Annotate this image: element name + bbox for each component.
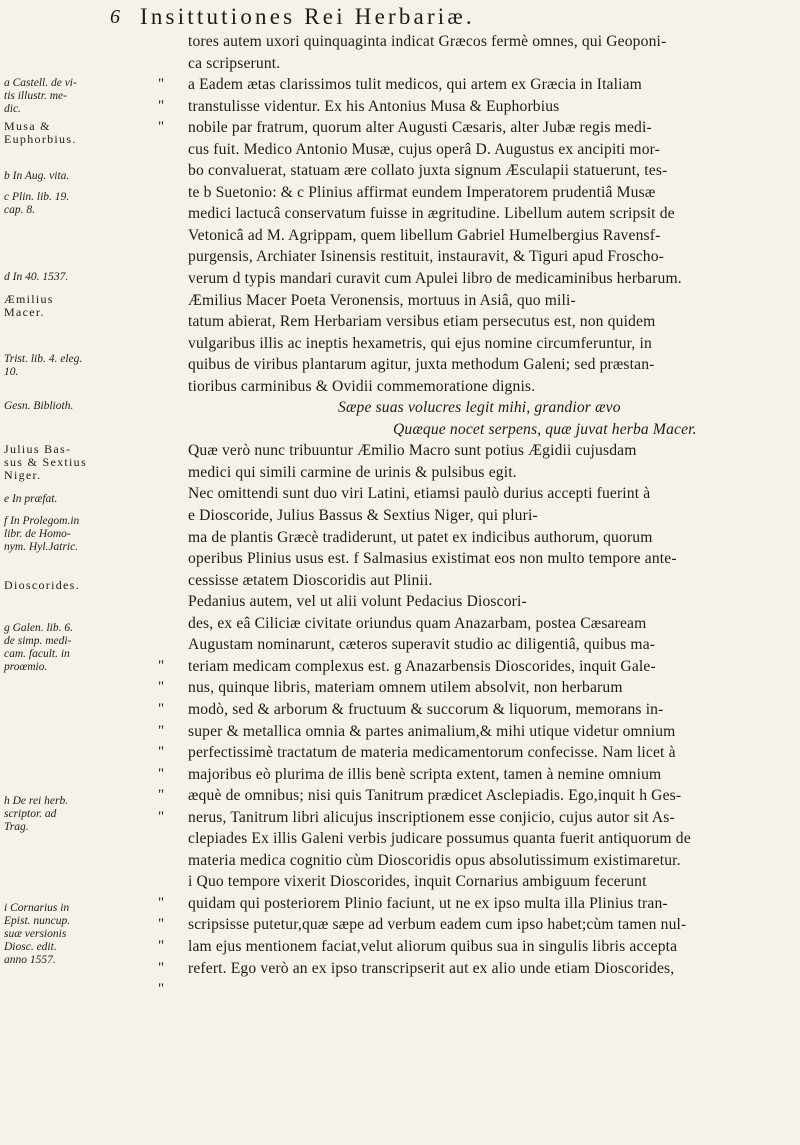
line-text: Augustam nominarunt, cæteros superavit studio ac diligentiâ, quibus ma-: [188, 636, 656, 654]
margin-note-line: g Galen. lib. 6.: [4, 622, 73, 635]
text-line: [188, 53, 798, 75]
text-line: [188, 397, 798, 419]
line-text: a Eadem ætas clarissimos tulit medicos, qui artem ex Græcia in Italiam: [188, 76, 642, 94]
line-text: lam ejus mentionem faciat,velut aliorum quibus sua in singulis libris accepta: [188, 937, 678, 955]
line-text: nerus, Tanitrum libri alicujus inscriptionem esse conjicio, cujus autor sit As-: [188, 808, 675, 826]
margin-note-dios: [4, 579, 80, 592]
margin-note-line: Niger.: [4, 468, 42, 483]
line-text: te b Suetonio: & c Plinius affirmat eundem Imperatorem prudentiâ Musæ: [188, 183, 656, 201]
text-line: [188, 871, 798, 893]
margin-note-line: libr. de Homo-: [4, 527, 71, 540]
margin-note-line: anno 1557.: [4, 954, 56, 967]
margin-note-b: [4, 170, 69, 183]
margin-note-line: suæ versionis: [4, 928, 67, 941]
text-line: [188, 160, 798, 182]
text-line: [188, 225, 798, 247]
text-line: [188, 31, 798, 53]
margin-note-line: Epist. nuncup.: [4, 915, 71, 928]
margin-note-trist: [4, 353, 82, 379]
line-text: refert. Ego verò an ex ipso transcripserit aut ex alio unde etiam Dioscorides,: [188, 959, 675, 977]
line-text: Pedanius autem, vel ut alii volunt Pedacius Dioscori-: [188, 593, 527, 611]
text-line: [158, 117, 798, 139]
text-line: [188, 527, 798, 549]
text-line: [188, 548, 798, 570]
line-text: clepiades Ex illis Galeni verbis judicare possumus quanta fuerit antiquorum de: [188, 830, 691, 848]
margin-note-c: [4, 191, 69, 217]
text-line: [188, 613, 798, 635]
text-line: [158, 96, 798, 118]
margin-note-line: Æmilius: [4, 291, 54, 306]
margin-note-line: proœmio.: [4, 661, 48, 674]
margin-note-line: sus & Sextius: [4, 455, 87, 470]
text-line: [188, 182, 798, 204]
quote-mark: ": [158, 657, 165, 674]
text-line: [188, 440, 798, 462]
quote-mark: ": [158, 937, 165, 954]
line-text: perfectissimè tractatum de materia medicamentorum confecisse. Nam licet à: [188, 744, 676, 762]
line-text: i Quo tempore vixerit Dioscorides, inquit Cornarius ambiguum fecerunt: [188, 873, 647, 891]
line-text: teriam medicam complexus est. g Anazarbensis Dioscorides, inquit Gale-: [188, 657, 656, 675]
text-line: [188, 311, 798, 333]
line-text: materia medica cognitio cùm Dioscoridis opus absolutissimum existimaretur.: [188, 851, 681, 869]
line-text: cessisse ætatem Dioscoridis aut Plinii.: [188, 571, 433, 589]
text-line: [158, 936, 798, 958]
line-text: tatum abierat, Rem Herbariam versibus etiam persecutus est, non quidem: [188, 313, 656, 331]
margin-note-line: h De rei herb.: [4, 794, 69, 807]
margin-note-line: 10.: [4, 365, 19, 378]
text-line: [158, 807, 798, 829]
quote-mark: ": [158, 981, 165, 998]
text-line: [188, 268, 798, 290]
line-text: cus fuit. Medico Antonio Musæ, cujus operâ D. Augustus ex ancipiti mor-: [188, 140, 661, 158]
margin-note-line: Julius Bas-: [4, 442, 72, 457]
quote-mark: ": [158, 808, 165, 825]
line-text: ca scripserunt.: [188, 54, 281, 72]
margin-note-d: [4, 271, 68, 284]
margin-note-g: [4, 622, 73, 674]
line-text: e Dioscoride, Julius Bassus & Sextius Niger, qui pluri-: [188, 507, 538, 525]
text-line: [158, 699, 798, 721]
margin-note-gesn: [4, 400, 73, 413]
page-header: [110, 6, 800, 34]
margin-note-i: [4, 902, 70, 967]
margin-note-line: i Cornarius in: [4, 902, 70, 915]
quote-mark: ": [158, 959, 165, 976]
text-line: [188, 354, 798, 376]
line-text: verum d typis mandari curavit cum Apulei libro de medicaminibus herbarum.: [188, 270, 682, 288]
line-text: æquè de omnibus; nisi quis Tanitrum prædicet Asclepiadis. Ego,inquit h Ges-: [188, 787, 682, 805]
text-line: [188, 634, 798, 656]
text-line: [188, 591, 798, 613]
margin-note-line: Trist. lib. 4. eleg.: [4, 352, 83, 365]
quote-mark: ": [158, 119, 165, 136]
margin-note-line: Trag.: [4, 820, 29, 833]
quote-mark: ": [158, 679, 165, 696]
margin-note-line: de simp. medi-: [4, 635, 72, 648]
line-text: transtulisse videntur. Ex his Antonius Musa & Euphorbius: [188, 97, 560, 115]
margin-note-musa: [4, 120, 77, 146]
line-text: Quæque nocet serpens, quæ juvat herba Macer.: [393, 420, 697, 438]
text-line: [158, 958, 798, 980]
margin-note-line: dic.: [4, 103, 21, 116]
text-line: [188, 376, 798, 398]
quote-mark: ": [158, 744, 165, 761]
text-line: [158, 74, 798, 96]
margin-note-line: Gesn. Biblioth.: [4, 400, 74, 413]
margin-note-line: nym. Hyl.Jatric.: [4, 540, 79, 553]
line-text: super & metallica omnia & partes animalium,& mihi utique videtur omnium: [188, 722, 676, 740]
line-text: Quæ verò nunc tribuuntur Æmilio Macro sunt potius Ægidii cujusdam: [188, 442, 637, 460]
margin-note-line: c Plin. lib. 19.: [4, 191, 70, 204]
margin-note-e: [4, 493, 57, 506]
line-text: tores autem uxori quinquaginta indicat Græcos fermè omnes, qui Geoponi-: [188, 33, 667, 50]
line-text: quidam qui posteriorem Plinio faciunt, ut ne ex ipso multa illa Plinius tran-: [188, 894, 668, 912]
margin-note-line: Macer.: [4, 304, 45, 319]
quote-mark: ": [158, 76, 165, 93]
margin-note-line: Euphorbius.: [4, 132, 77, 147]
text-line: [188, 333, 798, 355]
margin-note-line: tis illustr. me-: [4, 90, 67, 103]
line-text: purgensis, Archiater Isinensis restituit, instauravit, & Tiguri apud Froscho-: [188, 248, 665, 266]
text-line: [188, 462, 798, 484]
text-line: [158, 979, 798, 1001]
quote-mark: ": [158, 97, 165, 114]
line-text: medici qui simili carmine de urinis & pulsibus egit.: [188, 463, 517, 481]
line-text: scripsisse putetur,quæ sæpe ad verbum eadem cum ipso habet;cùm tamen nul-: [188, 916, 687, 934]
line-text: nobile par fratrum, quorum alter Augusti Cæsaris, alter Jubæ regis medi-: [188, 119, 652, 137]
line-text: tioribus carminibus & Ovidii commemoratione dignis.: [188, 377, 536, 395]
text-line: [158, 785, 798, 807]
line-text: Sæpe suas volucres legit mihi, grandior ævo: [338, 399, 621, 417]
margin-note-line: Musa &: [4, 119, 51, 134]
margin-note-f: [4, 515, 79, 554]
margin-note-line: cam. facult. in: [4, 648, 70, 661]
margin-note-line: cap. 8.: [4, 204, 35, 217]
text-line: [188, 246, 798, 268]
line-text: modò, sed & arborum & fructuum & succorum & liquorum, memorans in-: [188, 700, 664, 718]
text-line: [188, 483, 798, 505]
text-line: [158, 914, 798, 936]
running-title: Insittutiones Rei Herbariæ.: [140, 4, 475, 29]
margin-note-a: [4, 77, 77, 116]
text-line: [188, 505, 798, 527]
line-text: Vetonicâ ad M. Agrippam, quem libellum Gabriel Humelbergius Ravensf-: [188, 226, 661, 244]
margin-note-line: Dioscorides.: [4, 578, 80, 593]
quote-mark: ": [158, 894, 165, 911]
margin-note-line: f In Prolegom.in: [4, 514, 80, 527]
text-line: [158, 721, 798, 743]
line-text: Nec omittendi sunt duo viri Latini, etiamsi paulò durius accepti fuerint à: [188, 485, 651, 503]
quote-mark: ": [158, 765, 165, 782]
text-line: [158, 764, 798, 786]
text-line: [158, 677, 798, 699]
text-line: [188, 290, 798, 312]
text-line: [188, 419, 798, 441]
page-number: 6: [110, 6, 120, 28]
line-text: Æmilius Macer Poeta Veronensis, mortuus in Asiâ, quo mili-: [188, 291, 576, 309]
quote-mark: ": [158, 700, 165, 717]
body-text: [158, 31, 798, 1141]
margin-note-line: a Castell. de vi-: [4, 77, 77, 90]
line-text: bo convaluerat, statuam ære collato juxta signum Æsculapii statuerunt, tes-: [188, 162, 668, 180]
line-text: ma de plantis Græcè tradiderunt, ut patet ex indicibus authorum, quorum: [188, 528, 653, 546]
text-line: [158, 742, 798, 764]
text-line: [158, 656, 798, 678]
line-text: majoribus eò plurima de illis benè scripta extent, tamen à nemine omnium: [188, 765, 662, 783]
margin-note-line: scriptor. ad: [4, 807, 57, 820]
quote-mark: ": [158, 916, 165, 933]
line-text: des, ex eâ Ciliciæ civitate oriundus quam Anazarbam, postea Cæsaream: [188, 614, 647, 632]
text-line: [188, 850, 798, 872]
text-line: [188, 828, 798, 850]
margin-note-aem: [4, 293, 54, 319]
text-line: [188, 203, 798, 225]
line-text: nus, quinque libris, materiam omnem utilem absolvit, non herbarum: [188, 679, 623, 697]
line-text: quibus de viribus plantarum agitur, juxta methodum Galeni; sed præstan-: [188, 356, 655, 374]
text-line: [188, 139, 798, 161]
text-line: [188, 570, 798, 592]
margin-note-jul: [4, 443, 87, 482]
quote-mark: ": [158, 787, 165, 804]
text-line: [158, 893, 798, 915]
margin-note-line: b In Aug. vita.: [4, 169, 70, 182]
margin-note-line: e In præfat.: [4, 493, 58, 505]
line-text: operibus Plinius usus est. f Salmasius existimat eos non multo tempore ante-: [188, 550, 677, 568]
margin-note-line: Diosc. edit.: [4, 941, 57, 954]
line-text: medici lactucâ conservatum fuisse in ægritudine. Libellum autem scripsit de: [188, 205, 675, 223]
quote-mark: ": [158, 722, 165, 739]
line-text: vulgaribus illis ac ineptis hexametris, qui ejus nomine circumferuntur, in: [188, 334, 652, 352]
margin-note-line: d In 40. 1537.: [4, 271, 69, 284]
margin-note-h: [4, 795, 68, 834]
